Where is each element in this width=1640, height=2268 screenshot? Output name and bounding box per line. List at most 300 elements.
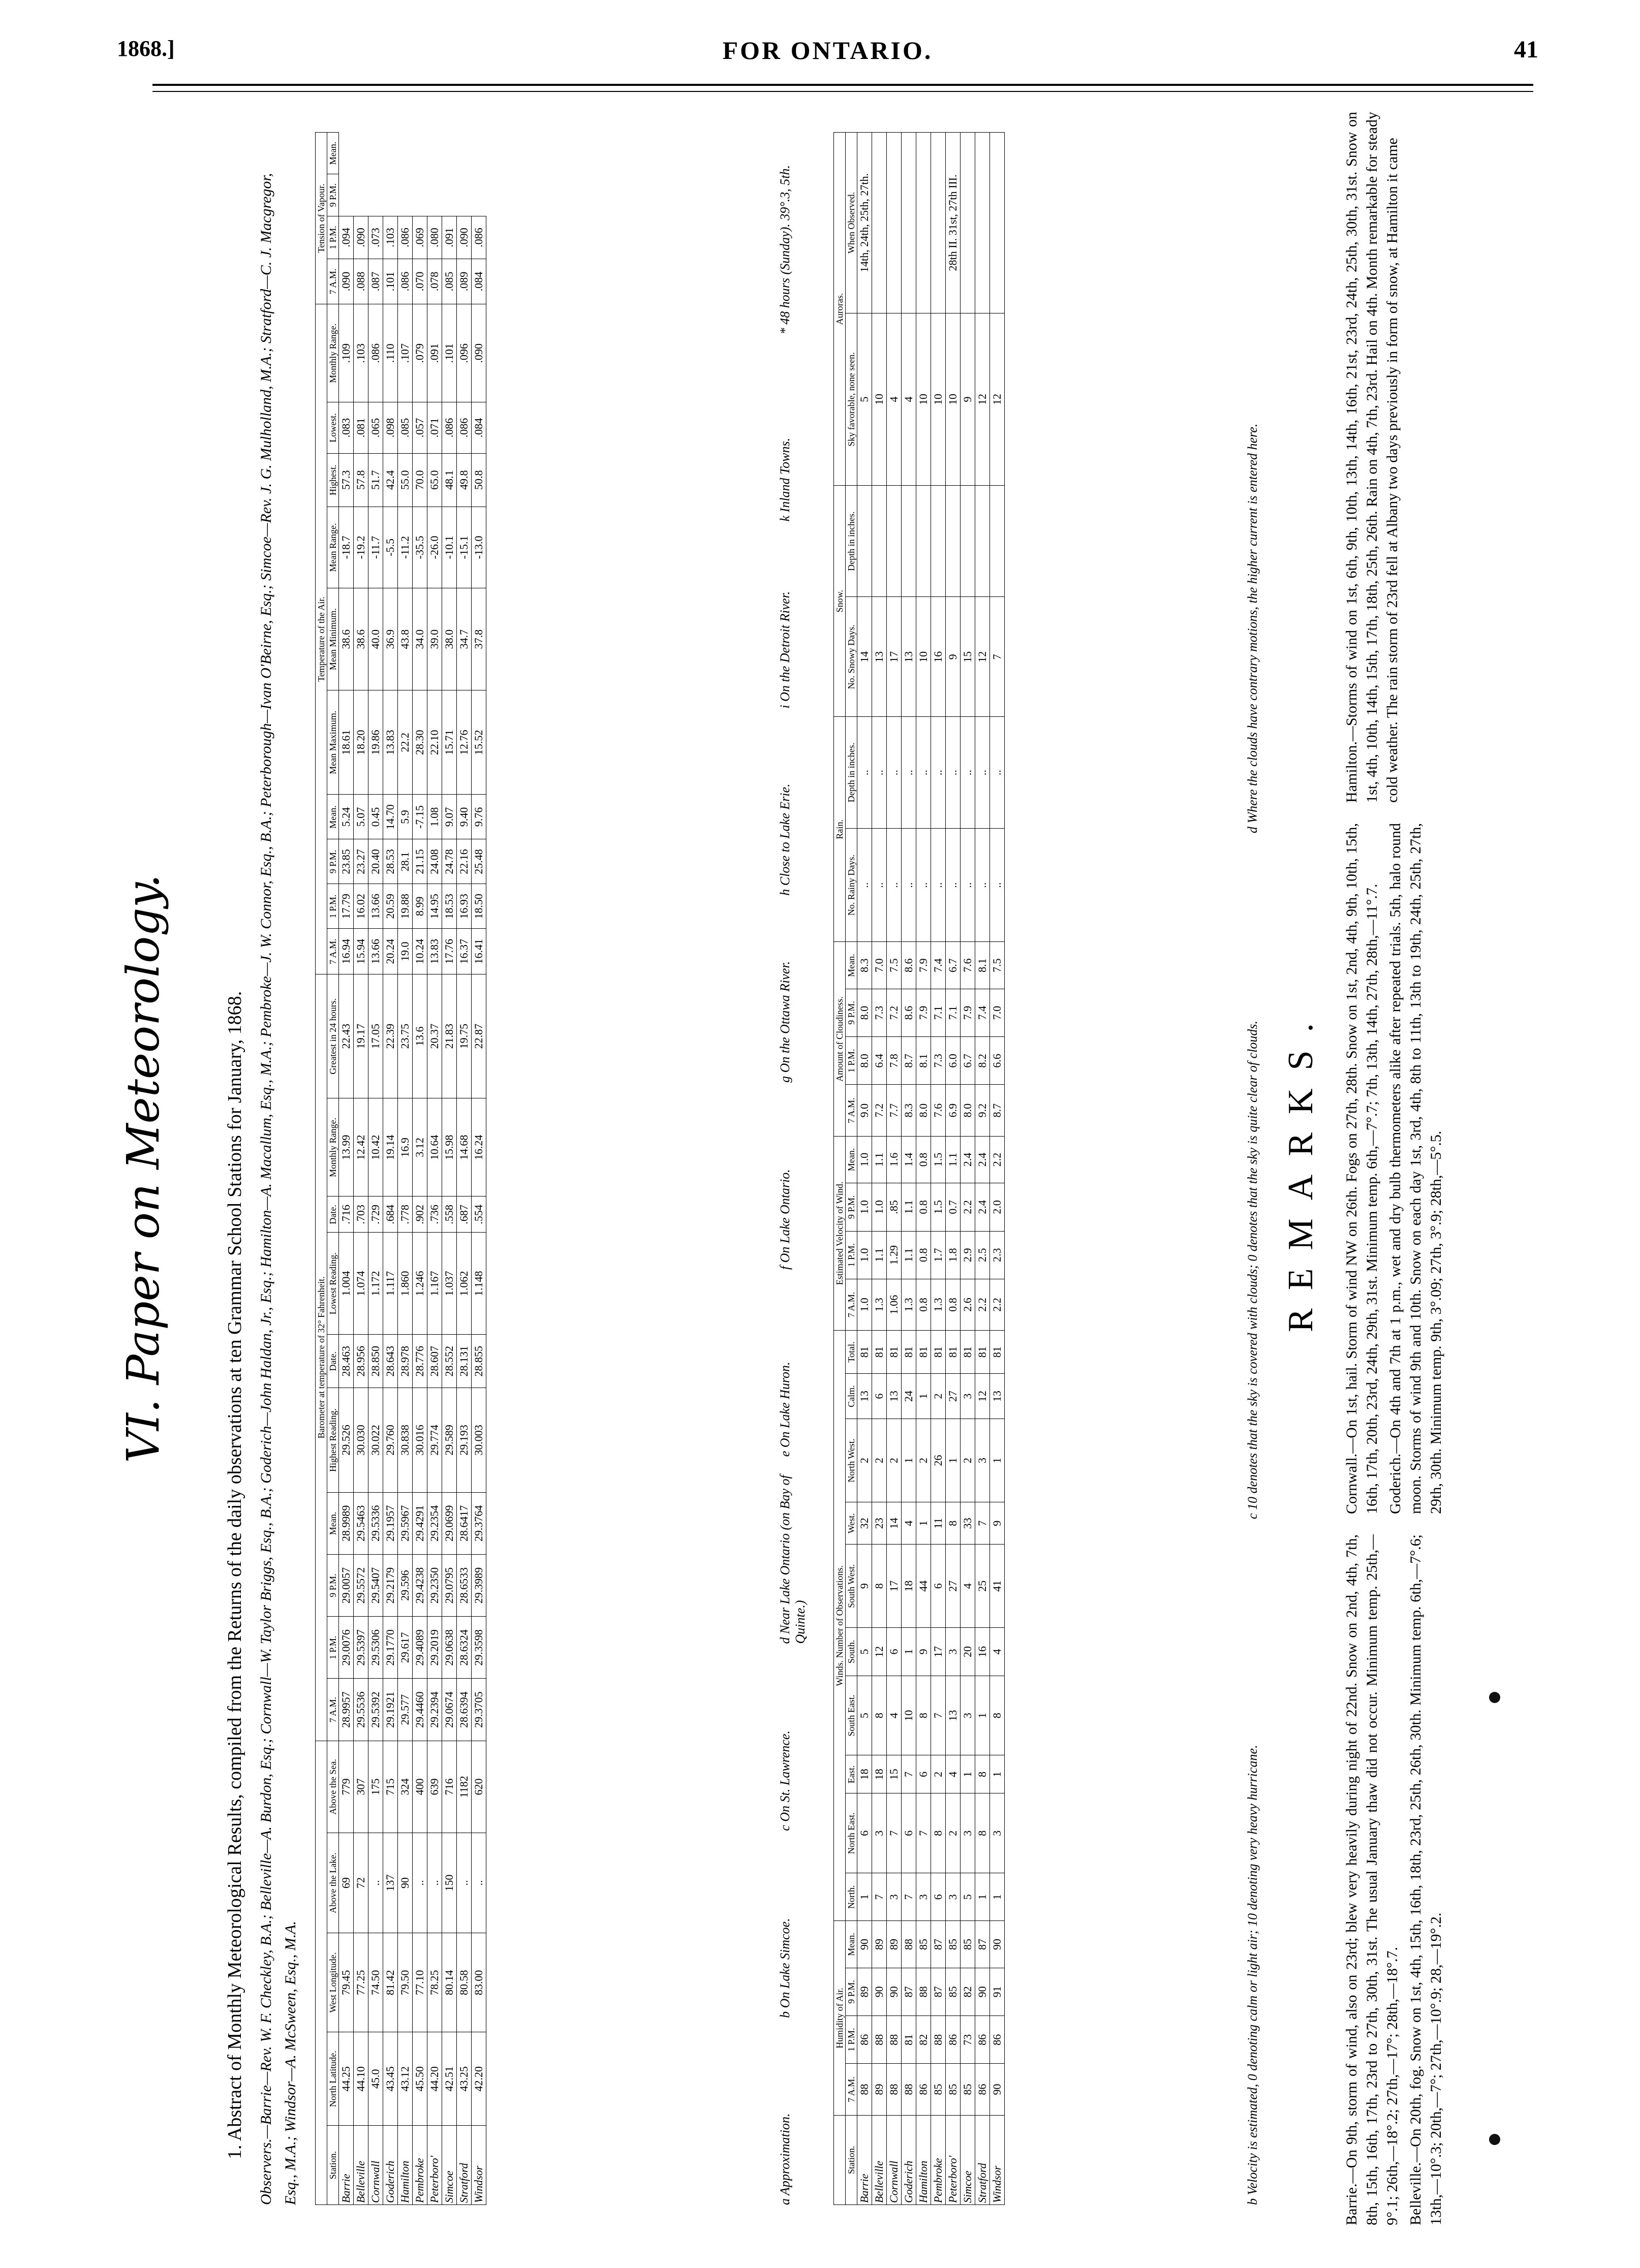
- table-cell: 25: [975, 1545, 990, 1628]
- station-name: Pembroke: [931, 2115, 946, 2204]
- rotated-page-body: [102, 102, 1535, 2235]
- table-cell: 29.1770: [383, 1617, 398, 1679]
- table-cell: 91: [990, 1968, 1005, 2015]
- table-cell: 716: [442, 1741, 457, 1833]
- table-cell: 88: [902, 2064, 916, 2115]
- table-cell: 12: [975, 597, 990, 717]
- column-header: Depth in inches.: [846, 717, 857, 828]
- table-cell: 18: [872, 1755, 887, 1793]
- group-header: Estimated Velocity of Wind.: [834, 1136, 846, 1330]
- table-cell: 7.7: [887, 1085, 902, 1136]
- table-cell: 22.87: [472, 974, 486, 1098]
- humidity-winds-table: [833, 132, 1005, 2205]
- table-cell: 29.4291: [413, 1492, 427, 1554]
- table-cell: 1.8: [946, 1231, 961, 1279]
- table-cell: 8: [975, 1793, 990, 1873]
- table-cell: 21.15: [413, 839, 427, 884]
- table-cell: 6.6: [990, 1037, 1005, 1085]
- table-cell: 1: [975, 1873, 990, 1921]
- table-cell: 1.117: [383, 1233, 398, 1335]
- table-cell: 0.8: [916, 1183, 931, 1231]
- table-cell: 6: [916, 1755, 931, 1793]
- table-row: [946, 133, 961, 2205]
- column-header: Mean.: [327, 133, 339, 174]
- footnote: g On the Ottawa River.: [778, 961, 792, 1083]
- table-cell: 55.0: [398, 453, 413, 507]
- table-cell: 16.24: [472, 1098, 486, 1196]
- table-cell: 23.85: [339, 839, 354, 884]
- remark-paragraph: Hamilton.—Storms of wind on 1st, 6th, 9th, 10th, 13th, 14th, 16th, 21st, 23rd, 24th, 25th, 30th, 31st. Snow on 1st, 4th, 10th, 14th, 15th, 17th, 18th, 25th, 26th. Rain on 4th, 7th, 23rd. Hail on 4th. Month remarkable for steady cold weather. The rain storm of 23rd fell at Albany two days previously in form of snow, at Hamilton it came: [1343, 112, 1401, 803]
- table-cell: 85: [946, 1968, 961, 2015]
- table-cell: 6: [931, 1545, 946, 1628]
- column-header: Mean Maximum.: [327, 690, 339, 795]
- column-header: 9 P.M.: [327, 1554, 339, 1616]
- table-cell: 9.07: [442, 795, 457, 839]
- table-cell: 2.9: [961, 1231, 975, 1279]
- table-cell: .684: [383, 1196, 398, 1233]
- column-header: West.: [846, 1502, 857, 1545]
- table-cell: 1.0: [857, 1136, 872, 1183]
- table-cell: 7: [902, 1755, 916, 1793]
- table-cell: 18.20: [354, 690, 368, 795]
- table-cell: 3: [916, 1873, 931, 1921]
- station-name: Peterboro': [427, 2126, 442, 2205]
- table-cell: 7.0: [872, 942, 887, 989]
- table-cell: 74.50: [368, 1933, 383, 2032]
- table-cell: 30.030: [354, 1388, 368, 1493]
- table-cell: 38.0: [442, 588, 457, 690]
- table-cell: .083: [339, 402, 354, 453]
- observers-list: Observers.—Barrie—Rev. W. F. Checkley, B.A.; Belleville—A. Burdon, Esq.; Cornwall—W. Taylor Briggs, Esq., B.A.; Goderich—John Haldan, Jr., Esq.; Hamilton—A. Macallum, Esq., M.A.; Pembroke—J. W. Connor, Esq., B.A.; Peterborough—Ivan O'Beirne, Esq.; Simcoe—Rev. J. G. Mulholland, M.A.; Stratford—C. J. Macgregor, Esq., M.A.; Windsor—A. McSween, Esq., M.A.: [258, 173, 299, 2205]
- table-cell: 22.43: [339, 974, 354, 1098]
- table-cell: 28.1: [398, 839, 413, 884]
- table-cell: 7.5: [990, 942, 1005, 989]
- table-cell: 1: [916, 1374, 931, 1419]
- column-header: 1 P.M.: [846, 2016, 857, 2064]
- table-cell: 7.9: [916, 942, 931, 989]
- monthly-results-table: [315, 132, 486, 2205]
- table-cell: ..: [902, 828, 916, 942]
- table-cell: ..: [916, 717, 931, 828]
- table-cell: 12.76: [457, 690, 472, 795]
- table-cell: 8.0: [961, 1085, 975, 1136]
- column-header: Calm.: [846, 1374, 857, 1419]
- table-cell: 6.4: [872, 1037, 887, 1085]
- column-header: Lowest Reading.: [327, 1233, 339, 1335]
- column-header: Station.: [846, 2115, 857, 2204]
- table-cell: 82: [961, 1968, 975, 2015]
- table-cell: 3: [946, 1873, 961, 1921]
- table-cell: 7.4: [931, 942, 946, 989]
- table-cell: 14th, 24th, 25th, 27th.: [857, 133, 872, 313]
- ink-blot: [1489, 1692, 1500, 1703]
- footnote: e On Lake Huron.: [778, 1362, 792, 1457]
- table-cell: 16.9: [398, 1098, 413, 1196]
- column-header: South.: [846, 1628, 857, 1676]
- table-cell: 8.7: [990, 1085, 1005, 1136]
- column-header: North Latitude.: [327, 2032, 339, 2126]
- table-cell: 15: [961, 597, 975, 717]
- table-cell: 4: [902, 313, 916, 486]
- table-cell: 89: [872, 2064, 887, 2115]
- table-cell: .086: [398, 259, 413, 304]
- table-cell: 1182: [457, 1741, 472, 1833]
- table-cell: 1: [902, 1419, 916, 1502]
- table-cell: 0.8: [916, 1231, 931, 1279]
- table-cell: 2.4: [961, 1136, 975, 1183]
- table-cell: ..: [946, 828, 961, 942]
- table-cell: 1.074: [354, 1233, 368, 1335]
- table-cell: 17.05: [368, 974, 383, 1098]
- footnote: b Velocity is estimated, 0 denoting calm or light air; 10 denoting very heavy hurricane.: [1245, 1745, 1260, 2205]
- table-cell: 29.193: [457, 1388, 472, 1493]
- table-cell: 29.5463: [354, 1492, 368, 1554]
- table-cell: 25.48: [472, 839, 486, 884]
- table-row: [457, 133, 472, 2205]
- table-cell: -5.5: [383, 507, 398, 588]
- table-row: [990, 133, 1005, 2205]
- table-cell: .086: [442, 402, 457, 453]
- table-cell: 13: [887, 1374, 902, 1419]
- table-cell: 24: [902, 1374, 916, 1419]
- table-row: [472, 133, 486, 2205]
- table-cell: 2.0: [990, 1183, 1005, 1231]
- table-cell: ..: [990, 717, 1005, 828]
- remarks-title: REMARKS.: [1281, 1005, 1320, 1332]
- table-cell: 0.45: [368, 795, 383, 839]
- table-cell: 16: [931, 597, 946, 717]
- table-cell: 3: [975, 1419, 990, 1502]
- column-header: Highest.: [327, 453, 339, 507]
- table-cell: 37.8: [472, 588, 486, 690]
- column-header: Mean.: [327, 795, 339, 839]
- table-row: [383, 133, 398, 2205]
- table-cell: 81: [990, 1331, 1005, 1374]
- table-cell: 13.66: [368, 884, 383, 929]
- table-cell: .085: [398, 402, 413, 453]
- table-cell: 9.76: [472, 795, 486, 839]
- table-cell: 57.8: [354, 453, 368, 507]
- table-cell: 1.1: [872, 1231, 887, 1279]
- table-cell: .078: [427, 259, 442, 304]
- table-cell: .065: [368, 402, 383, 453]
- table-cell: 17.76: [442, 929, 457, 974]
- table-cell: 10.64: [427, 1098, 442, 1196]
- table-cell: 89: [872, 1921, 887, 1968]
- table-cell: 8.6: [902, 989, 916, 1036]
- table-cell: 40.0: [368, 588, 383, 690]
- group-header: Snow.: [834, 486, 846, 717]
- table-cell: 36.9: [383, 588, 398, 690]
- table-cell: 18.50: [472, 884, 486, 929]
- table-cell: .716: [339, 1196, 354, 1233]
- column-header: Above the Lake.: [327, 1833, 339, 1933]
- table-cell: 28.131: [457, 1335, 472, 1388]
- table-cell: 7: [887, 1793, 902, 1873]
- table-cell: 30.838: [398, 1388, 413, 1493]
- table-cell: 77.25: [354, 1933, 368, 2032]
- table-cell: 42.4: [383, 453, 398, 507]
- table-cell: 28.9957: [339, 1679, 354, 1741]
- table-cell: 79.45: [339, 1933, 354, 2032]
- table-cell: 19.88: [398, 884, 413, 929]
- table-cell: -35.5: [413, 507, 427, 588]
- table-cell: 2: [916, 1419, 931, 1502]
- table-cell: 38.6: [354, 588, 368, 690]
- group-header: Rain.: [834, 717, 846, 942]
- table-cell: 21.83: [442, 974, 457, 1098]
- abstract-title: 1. Abstract of Monthly Meteorological Results, compiled from the Returns of the daily observations at ten Grammar School Stations for January, 1868.: [224, 991, 245, 2159]
- table-cell: 10: [872, 313, 887, 486]
- table-row: [931, 133, 946, 2205]
- table-cell: 19.75: [457, 974, 472, 1098]
- table-cell: 7: [902, 1873, 916, 1921]
- table-cell: 1.4: [902, 1136, 916, 1183]
- group-header-blank: [316, 1741, 327, 2204]
- column-header: North West.: [846, 1419, 857, 1502]
- table-cell: ..: [961, 828, 975, 942]
- table-cell: ..: [427, 1833, 442, 1933]
- group-header-blank: [834, 2115, 846, 2204]
- table-cell: 2.2: [961, 1183, 975, 1231]
- column-header: 9 P.M.: [846, 989, 857, 1036]
- table-cell: 86: [990, 2016, 1005, 2064]
- table-cell: 7: [916, 1793, 931, 1873]
- table-cell: 1: [990, 1873, 1005, 1921]
- table-cell: 10: [902, 1676, 916, 1755]
- table-cell: 41: [990, 1545, 1005, 1628]
- table-cell: 18: [902, 1545, 916, 1628]
- remarks-text: [1342, 112, 1446, 2225]
- table-cell: 28.30: [413, 690, 427, 795]
- table-cell: 32: [857, 1502, 872, 1545]
- table-cell: 30.022: [368, 1388, 383, 1493]
- table-cell: .103: [354, 304, 368, 402]
- table-cell: 23.27: [354, 839, 368, 884]
- table-cell: .057: [413, 402, 427, 453]
- table-cell: 90: [990, 2064, 1005, 2115]
- remark-paragraph: Goderich.—On 4th and 7th at 1 p.m., wet and dry bulb thermometers alike after repeated trials. 5th, halo round moon. Storms of wind 9th and 10th. Snow on each day 1st, 3rd, 4th, 8th to 11th, 13th to 19th, 24th, 25th, 27th, 29th, 30th. Minimum temp. 9th, 3°.09; 27th, 3°.9; 28th,—5°.5.: [1387, 823, 1444, 1514]
- table-cell: .109: [339, 304, 354, 402]
- table-cell: -7.15: [413, 795, 427, 839]
- table-cell: 29.3764: [472, 1492, 486, 1554]
- table-cell: 0.8: [946, 1279, 961, 1330]
- table-cell: 7.6: [961, 942, 975, 989]
- table-cell: 2.3: [990, 1231, 1005, 1279]
- table-cell: 16.02: [354, 884, 368, 929]
- table-cell: 9.40: [457, 795, 472, 839]
- table-cell: 19.0: [398, 929, 413, 974]
- table-cell: 24.08: [427, 839, 442, 884]
- table-cell: .084: [472, 259, 486, 304]
- table-row: [442, 133, 457, 2205]
- footnote: h Close to Lake Erie.: [778, 783, 792, 896]
- table-cell: ..: [975, 828, 990, 942]
- column-header: North East.: [846, 1793, 857, 1873]
- table-cell: 13.83: [383, 690, 398, 795]
- table-cell: 8: [872, 1676, 887, 1755]
- table-cell: .107: [398, 304, 413, 402]
- table-cell: 29.0057: [339, 1554, 354, 1616]
- table-cell: ..: [368, 1833, 383, 1933]
- table-cell: 45.0: [368, 2032, 383, 2126]
- table-cell: 7: [872, 1873, 887, 1921]
- table-cell: 2.5: [975, 1231, 990, 1279]
- table-cell: 3: [961, 1676, 975, 1755]
- table-cell: 137: [383, 1833, 398, 1933]
- table-cell: 8.7: [902, 1037, 916, 1085]
- table-cell: 90: [398, 1833, 413, 1933]
- table-cell: 44.25: [339, 2032, 354, 2126]
- table-row: [872, 133, 887, 2205]
- table-cell: .088: [354, 259, 368, 304]
- table-cell: 29.0699: [442, 1492, 457, 1554]
- station-name: Peterboro': [946, 2115, 961, 2204]
- table-cell: 2: [887, 1419, 902, 1502]
- table-cell: 29.5407: [368, 1554, 383, 1616]
- table-cell: .090: [354, 216, 368, 259]
- table-cell: -11.7: [368, 507, 383, 588]
- table-cell: ..: [887, 828, 902, 942]
- table-cell: .081: [354, 402, 368, 453]
- table-cell: ..: [931, 828, 946, 942]
- table-cell: 5.9: [398, 795, 413, 839]
- table-cell: 85: [961, 2064, 975, 2115]
- table-cell: 29.4238: [413, 1554, 427, 1616]
- table-cell: 38.6: [339, 588, 354, 690]
- table-cell: 29.1921: [383, 1679, 398, 1741]
- table-cell: 8: [975, 1755, 990, 1793]
- table-cell: 8.0: [857, 1037, 872, 1085]
- column-header: No. Snowy Days.: [846, 597, 857, 717]
- column-header: When Observed.: [846, 133, 857, 313]
- table-cell: 15.98: [442, 1098, 457, 1196]
- table-cell: .090: [457, 216, 472, 259]
- table-cell: 2: [931, 1374, 946, 1419]
- table-cell: 29.0076: [339, 1617, 354, 1679]
- table-cell: .101: [442, 304, 457, 402]
- table-cell: ..: [413, 1833, 427, 1933]
- column-header: South West.: [846, 1545, 857, 1628]
- table-cell: -15.1: [457, 507, 472, 588]
- column-header: 1 P.M.: [327, 1617, 339, 1679]
- table-cell: 1.0: [857, 1231, 872, 1279]
- table-cell: 28.9989: [339, 1492, 354, 1554]
- group-header: Auroras.: [834, 133, 846, 486]
- table-cell: 28.6533: [457, 1554, 472, 1616]
- table-cell: 29.5967: [398, 1492, 413, 1554]
- table-cell: 28.552: [442, 1335, 457, 1388]
- table-cell: 7.2: [872, 1085, 887, 1136]
- footnote: a Approximation.: [778, 2113, 792, 2205]
- table-cell: 87: [931, 1968, 946, 2015]
- table-row: [427, 133, 442, 2205]
- table-cell: 7: [975, 1502, 990, 1545]
- table-row: [887, 133, 902, 2205]
- section-title: VI. Paper on Meteorology.: [117, 874, 169, 1463]
- table-cell: 82: [916, 2016, 931, 2064]
- table-cell: 28.978: [398, 1335, 413, 1388]
- table-cell: 88: [872, 2016, 887, 2064]
- table-cell: 5: [961, 1873, 975, 1921]
- table-cell: 29.0638: [442, 1617, 457, 1679]
- table-cell: .073: [368, 216, 383, 259]
- table-cell: 29.2179: [383, 1554, 398, 1616]
- table-cell: 13: [857, 1374, 872, 1419]
- table-cell: 42.51: [442, 2032, 457, 2126]
- table-cell: 29.617: [398, 1617, 413, 1679]
- column-header: 1 P.M.: [327, 884, 339, 929]
- table-cell: 7.5: [887, 942, 902, 989]
- table-cell: .091: [442, 216, 457, 259]
- table-cell: 29.4460: [413, 1679, 427, 1741]
- table-cell: [975, 486, 990, 597]
- table-cell: 22.39: [383, 974, 398, 1098]
- table-cell: 8: [916, 1676, 931, 1755]
- table-cell: 6.7: [946, 942, 961, 989]
- table-cell: 88: [857, 2064, 872, 2115]
- table-cell: .086: [398, 216, 413, 259]
- table-cell: .101: [383, 259, 398, 304]
- column-header: 9 P.M.: [846, 1968, 857, 2015]
- table-cell: 1: [990, 1755, 1005, 1793]
- table-cell: 1.1: [872, 1136, 887, 1183]
- table-cell: .086: [368, 304, 383, 402]
- table-cell: 1.29: [887, 1231, 902, 1279]
- table-cell: 16.93: [457, 884, 472, 929]
- table-cell: 72: [354, 1833, 368, 1933]
- table-cell: 1.1: [946, 1136, 961, 1183]
- table-cell: 7.8: [887, 1037, 902, 1085]
- column-header: South East.: [846, 1676, 857, 1755]
- station-name: Barrie: [339, 2126, 354, 2205]
- table-cell: 3: [887, 1873, 902, 1921]
- station-name: Belleville: [872, 2115, 887, 2204]
- table-cell: .085: [442, 259, 457, 304]
- table-cell: 1.3: [931, 1279, 946, 1330]
- table-cell: .079: [413, 304, 427, 402]
- table-cell: 4: [961, 1545, 975, 1628]
- table-cell: .086: [472, 216, 486, 259]
- table-cell: 20.24: [383, 929, 398, 974]
- column-header: Monthly Range.: [327, 304, 339, 402]
- table-cell: 81: [887, 1331, 902, 1374]
- table-row: [975, 133, 990, 2205]
- table-cell: 6: [872, 1374, 887, 1419]
- station-name: Cornwall: [368, 2126, 383, 2205]
- table-cell: 29.0795: [442, 1554, 457, 1616]
- table-cell: 7: [931, 1676, 946, 1755]
- table-cell: .096: [457, 304, 472, 402]
- table-cell: 19.86: [368, 690, 383, 795]
- table-cell: 12: [975, 1374, 990, 1419]
- table-cell: 1: [975, 1676, 990, 1755]
- table-cell: 22.10: [427, 690, 442, 795]
- table-cell: 77.10: [413, 1933, 427, 2032]
- table-cell: 43.8: [398, 588, 413, 690]
- table-cell: 70.0: [413, 453, 427, 507]
- column-header: 1 P.M.: [327, 216, 339, 259]
- table-cell: [931, 133, 946, 313]
- group-header: Winds. Number of Observations.: [834, 1331, 846, 1921]
- table-cell: ..: [472, 1833, 486, 1933]
- table-cell: 10: [916, 313, 931, 486]
- table-cell: 28.776: [413, 1335, 427, 1388]
- column-header: 7 A.M.: [327, 259, 339, 304]
- table-cell: 17.79: [339, 884, 354, 929]
- column-header: 7 A.M.: [327, 1679, 339, 1741]
- table-cell: 6: [857, 1793, 872, 1873]
